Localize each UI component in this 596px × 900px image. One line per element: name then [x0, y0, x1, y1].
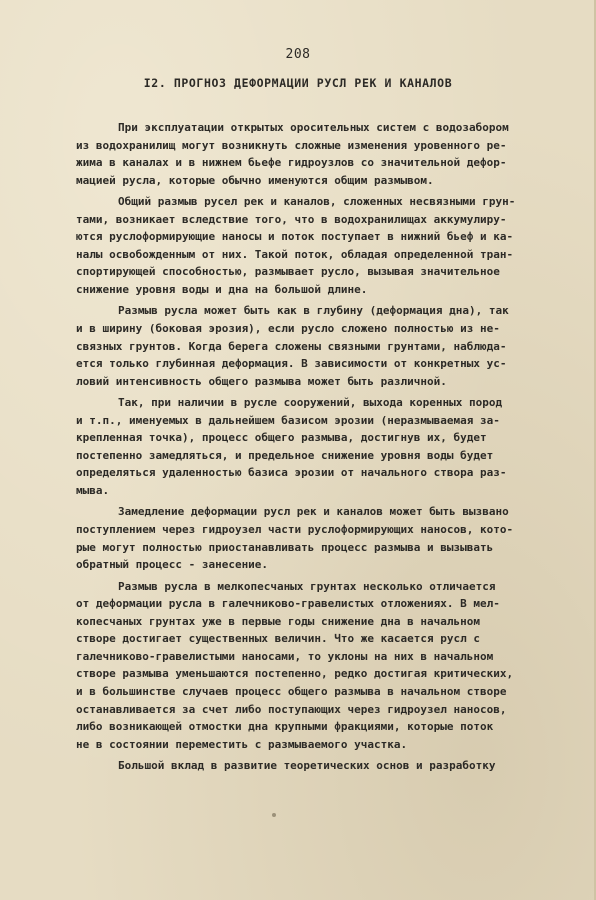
- text-line: налы освобожденным от них. Такой поток, обладая определенной тран-: [76, 247, 514, 261]
- text-line: При эксплуатации открытых оросительных систем с водозабором: [118, 121, 509, 134]
- section-title: I2. ПРОГНОЗ ДЕФОРМАЦИИ РУСЛ РЕК И КАНАЛОВ: [143, 76, 453, 90]
- text-line: Так, при наличии в русле сооружений, выхода коренных пород: [118, 396, 503, 410]
- text-line: спортирующей способностью, размывает русло, вызывая значительное: [76, 265, 500, 279]
- paragraph: [76, 193, 554, 298]
- body-text: [76, 119, 554, 779]
- text-line: Замедление деформации русл рек и каналов может быть вызвано: [118, 505, 509, 519]
- text-line: ется только глубинная деформация. В зависимости от конкретных ус-: [76, 357, 507, 371]
- text-line: от деформации русла в галечниково-гравелистых отложениях. В мел-: [76, 597, 500, 611]
- text-line: не в состоянии переместить с размываемого участка.: [76, 737, 408, 751]
- paragraph: [76, 503, 554, 573]
- text-line: тами, возникает вследствие того, что в водохранилищах аккумулиру-: [76, 212, 507, 226]
- text-line: постепенно замедляться, и предельное снижение уровня воды будет: [76, 448, 494, 462]
- text-line: поступлением через гидроузел части руслоформирующих наносов, кото-: [76, 523, 514, 537]
- text-line: либо возникающей отмостки дна крупными фракциями, которые поток: [76, 720, 494, 734]
- text-line: ются руслоформирующие наносы и поток поступает в нижний бьеф и ка-: [76, 230, 514, 244]
- paragraph: [76, 302, 554, 390]
- text-line: Большой вклад в развитие теоретических основ и разработку: [118, 759, 496, 773]
- paragraph: [76, 394, 554, 499]
- text-line: связных грунтов. Когда берега сложены связными грунтами, наблюда-: [76, 339, 507, 353]
- text-line: крепленная точка), процесс общего размыва, достигнув их, будет: [76, 431, 487, 445]
- page-number: 208: [285, 47, 311, 62]
- text-line: обратный процесс - занесение.: [76, 558, 269, 572]
- text-line: рые могут полностью приостанавливать процесс размыва и вызывать: [76, 540, 494, 554]
- text-line: мыва.: [76, 483, 110, 497]
- text-line: створе достигает существенных величин. Что же касается русл с: [76, 632, 480, 646]
- paragraph: [76, 578, 554, 753]
- text-line: створе размыва уменьшаются постепенно, редко достигая критических,: [76, 667, 514, 681]
- text-line: копесчаных грунтах уже в первые годы снижение дна в начальном: [76, 614, 480, 628]
- text-line: останавливается за счет либо поступающих через гидроузел наносов,: [76, 702, 507, 716]
- text-line: и в ширину (боковая эрозия), если русло сложено полностью из не-: [76, 322, 500, 336]
- text-line: жима в каналах и в нижнем бьефе гидроузлов со значительной дефор-: [76, 156, 507, 170]
- text-line: и в большинстве случаев процесс общего размыва в начальном створе: [76, 684, 507, 698]
- text-line: ловий интенсивность общего размыва может быть различной.: [76, 374, 447, 388]
- paragraph: [76, 119, 554, 189]
- text-line: Размыв русла в мелкопесчаных грунтах несколько отличается: [118, 579, 496, 593]
- text-line: мацией русла, которые обычно именуются общим размывом.: [76, 173, 434, 187]
- paragraph: [76, 757, 554, 775]
- text-line: определяться удаленностью базиса эрозии от начального створа раз-: [76, 466, 507, 480]
- text-line: из водохранилищ могут возникнуть сложные изменения уровенного ре-: [76, 138, 507, 152]
- text-line: Размыв русла может быть как в глубину (деформация дна), так: [118, 304, 509, 318]
- text-line: галечниково-гравелистыми наносами, то уклоны на них в начальном: [76, 649, 494, 663]
- text-line: и т.п., именуемых в дальнейшем базисом эрозии (неразмываемая за-: [76, 413, 500, 427]
- text-line: Общий размыв русел рек и каналов, сложенных несвязными грун-: [118, 195, 516, 209]
- paper-speck: [272, 813, 276, 817]
- text-line: снижение уровня воды и дна на большой длине.: [76, 282, 368, 296]
